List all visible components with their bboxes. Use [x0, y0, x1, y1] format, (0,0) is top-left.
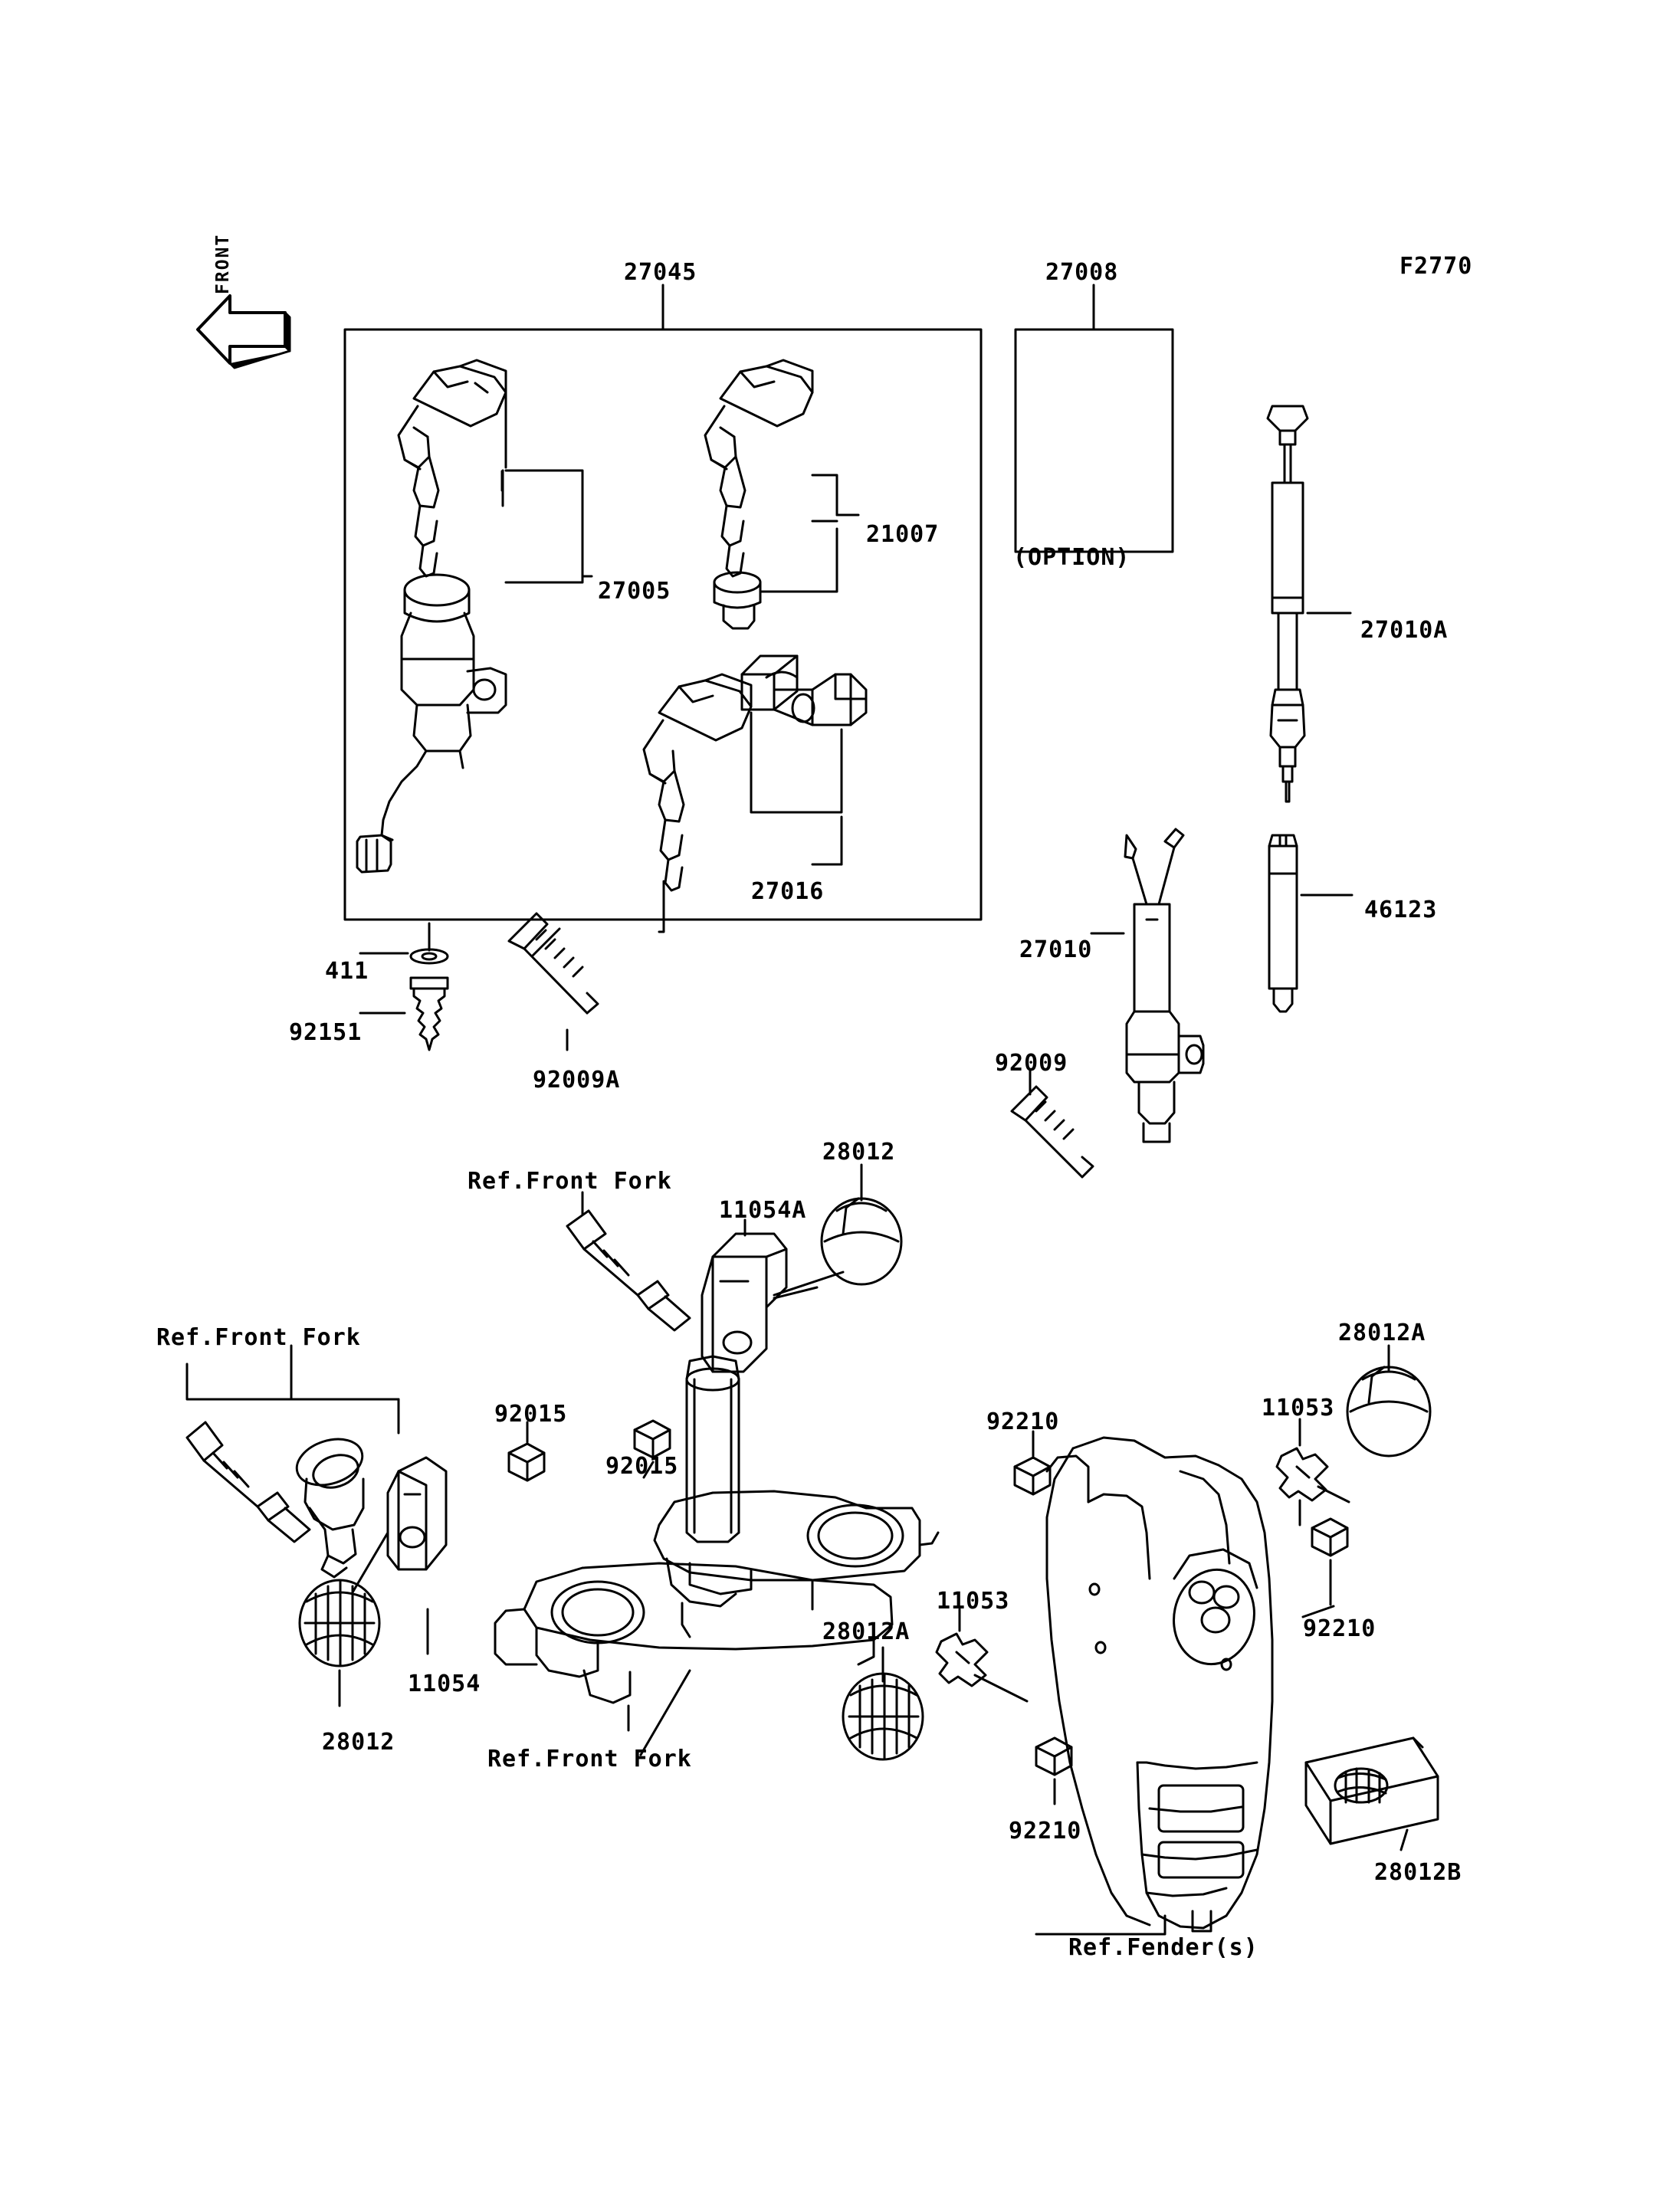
nut-92015-mid: [635, 1421, 670, 1458]
key-21007: [705, 360, 812, 576]
part-27010A-art: [1268, 406, 1308, 802]
nut-92210-bottom: [1036, 1738, 1071, 1775]
part-92210-bottom: 92210: [1009, 1818, 1082, 1844]
part-11053-right: 11053: [1262, 1395, 1335, 1421]
washer-411: [411, 949, 448, 963]
ref-fender: Ref.Fender(s): [1068, 1934, 1258, 1961]
part-11054: 11054: [408, 1671, 481, 1697]
rear-fender: [1047, 1438, 1272, 1931]
option-note: (OPTION): [1013, 544, 1130, 571]
part-28012A-mid: 28012A: [822, 1618, 911, 1645]
reflector-28012A-mid: [843, 1674, 923, 1759]
part-46123: 46123: [1364, 897, 1438, 923]
front-direction-indicator: [190, 233, 290, 357]
part-11053-mid: 11053: [937, 1588, 1010, 1615]
part-27045: 27045: [624, 259, 697, 286]
nut-92210-right: [1312, 1519, 1347, 1556]
part-92009: 92009: [995, 1050, 1068, 1077]
part-411: 411: [325, 958, 369, 985]
ignition-switch-27005: [357, 575, 506, 872]
sheet-code: F2770: [1399, 253, 1473, 280]
part-27010: 27010: [1019, 936, 1093, 963]
bolt-92009A: [509, 913, 598, 1013]
reflector-28012A-right: [1347, 1367, 1430, 1456]
clip-11053-mid: [937, 1634, 987, 1686]
part-92210-right: 92210: [1303, 1615, 1376, 1642]
part-92210-top: 92210: [986, 1408, 1060, 1435]
part-28012-left: 28012: [322, 1729, 395, 1756]
part-28012A-right: 28012A: [1338, 1320, 1426, 1346]
part-92015-mid: 92015: [605, 1453, 679, 1480]
ref-front-fork-left: Ref.Front Fork: [156, 1324, 361, 1351]
front-label: FRONT: [213, 233, 233, 294]
reflector-28012-left: [300, 1580, 379, 1666]
part-27010-art: [1125, 829, 1203, 1142]
left-fork-ring: [291, 1431, 369, 1577]
key-27016: [644, 674, 751, 890]
part-27005: 27005: [598, 578, 671, 605]
part-27008: 27008: [1045, 259, 1119, 286]
part-27010A: 27010A: [1360, 617, 1449, 644]
tail-lamp-28012B: [1306, 1738, 1438, 1844]
ref-front-fork-bottom: Ref.Front Fork: [487, 1746, 692, 1772]
part-27016: 27016: [751, 878, 825, 905]
bolt-92009-art: [1012, 1087, 1093, 1177]
clip-11053-right: [1277, 1448, 1327, 1500]
fork-bolt-top: [567, 1211, 690, 1330]
part-28012B: 28012B: [1374, 1859, 1462, 1886]
ref-front-fork-top: Ref.Front Fork: [468, 1168, 672, 1195]
part-92009A: 92009A: [533, 1067, 621, 1094]
part-21007: 21007: [866, 521, 940, 548]
bracket-11054: [388, 1458, 446, 1569]
part-92151: 92151: [289, 1019, 363, 1046]
part-92015-left: 92015: [494, 1401, 568, 1428]
part-46123-art: [1269, 835, 1297, 1012]
nut-92015-left: [509, 1444, 544, 1481]
part-11054A: 11054A: [719, 1197, 807, 1224]
part-28012-top: 28012: [822, 1139, 896, 1166]
nut-92210-top: [1015, 1458, 1050, 1494]
cap-21007: [714, 572, 760, 628]
key-27005: [399, 360, 506, 576]
reflector-28012-top: [822, 1199, 901, 1284]
seat-lock-27016: [742, 656, 866, 725]
fork-bolt-left: [187, 1422, 310, 1542]
screw-92151: [411, 978, 448, 1050]
bracket-11054A: [702, 1234, 786, 1372]
